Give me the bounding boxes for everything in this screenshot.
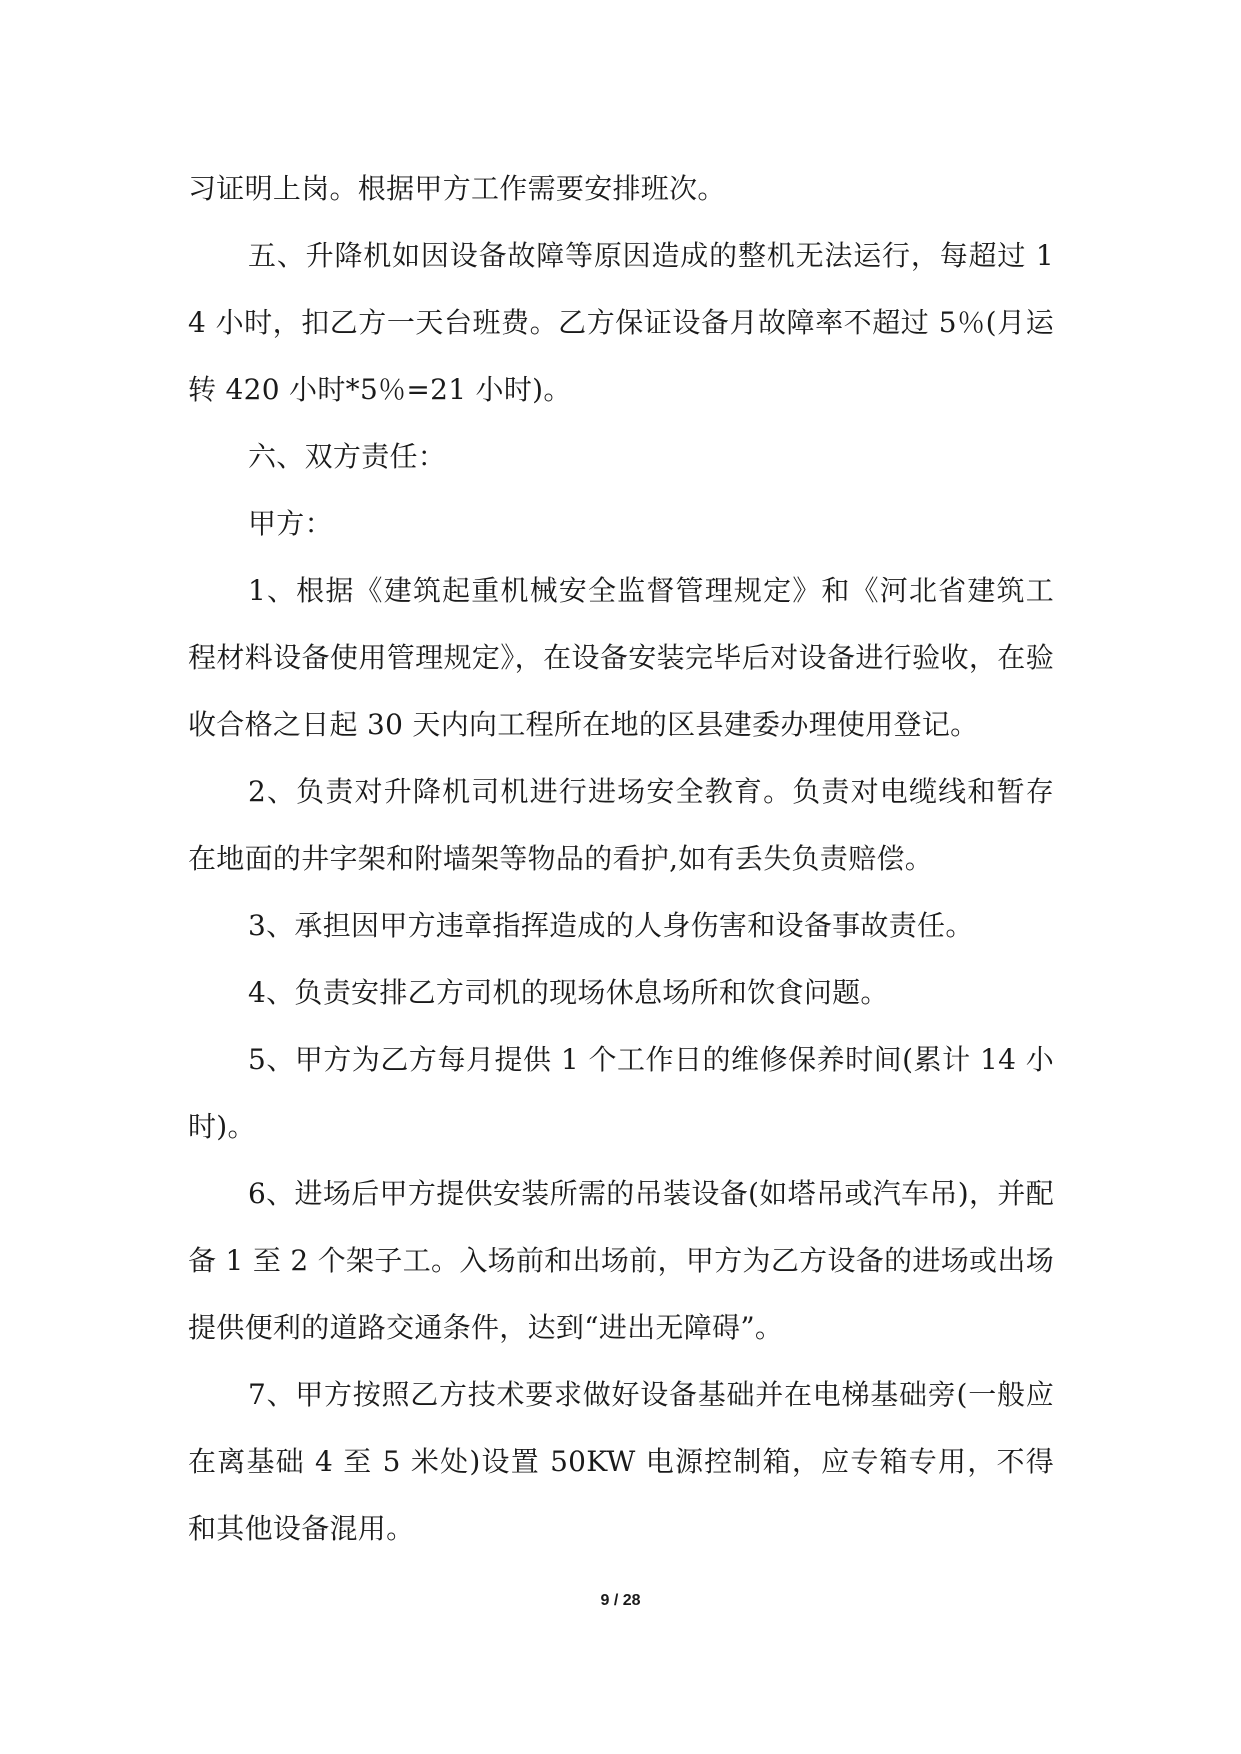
paragraph-continuation: 习证明上岗。根据甲方工作需要安排班次。 bbox=[188, 172, 726, 205]
paragraph-item-2: 2、负责对升降机司机进行进场安全教育。负责对电缆线和暂存在地面的井字架和附墙架等物品的看护,如有丢失负责赔偿。 bbox=[188, 775, 1054, 875]
paragraph-item-6: 6、进场后甲方提供安装所需的吊装设备(如塔吊或汽车吊)，并配备 1 至 2 个架子工。入场前和出场前，甲方为乙方设备的进场或出场提供便利的道路交通条件，达到“进出无障碍”。 bbox=[188, 1177, 1054, 1344]
paragraph-party-a-heading: 甲方： bbox=[248, 507, 333, 540]
paragraph-item-7: 7、甲方按照乙方技术要求做好设备基础并在电梯基础旁(一般应在离基础 4 至 5 米处)设置 50KW 电源控制箱，应专箱专用，不得和其他设备混用。 bbox=[188, 1378, 1054, 1545]
page-number: 9 / 28 bbox=[600, 1592, 641, 1609]
paragraph-item-3: 3、承担因甲方违章指挥造成的人身伤害和设备事故责任。 bbox=[248, 909, 974, 942]
paragraph-item-4: 4、负责安排乙方司机的现场休息场所和饮食问题。 bbox=[248, 976, 889, 1009]
paragraph-item-5: 5、甲方为乙方每月提供 1 个工作日的维修保养时间(累计 14 小时)。 bbox=[188, 1043, 1054, 1143]
document-body bbox=[188, 155, 1054, 1562]
paragraph-clause-6-heading: 六、双方责任： bbox=[248, 440, 447, 473]
paragraph-clause-5: 五、升降机如因设备故障等原因造成的整机无法运行，每超过 14 小时，扣乙方一天台班费。乙方保证设备月故障率不超过 5％(月运转 420 小时*5％=21 小时)。 bbox=[188, 239, 1054, 406]
paragraph-item-1: 1、根据《建筑起重机械安全监督管理规定》和《河北省建筑工程材料设备使用管理规定》，在设备安装完毕后对设备进行验收，在验收合格之日起 30 天内向工程所在地的区县建委办理使用登记。 bbox=[188, 574, 1054, 741]
